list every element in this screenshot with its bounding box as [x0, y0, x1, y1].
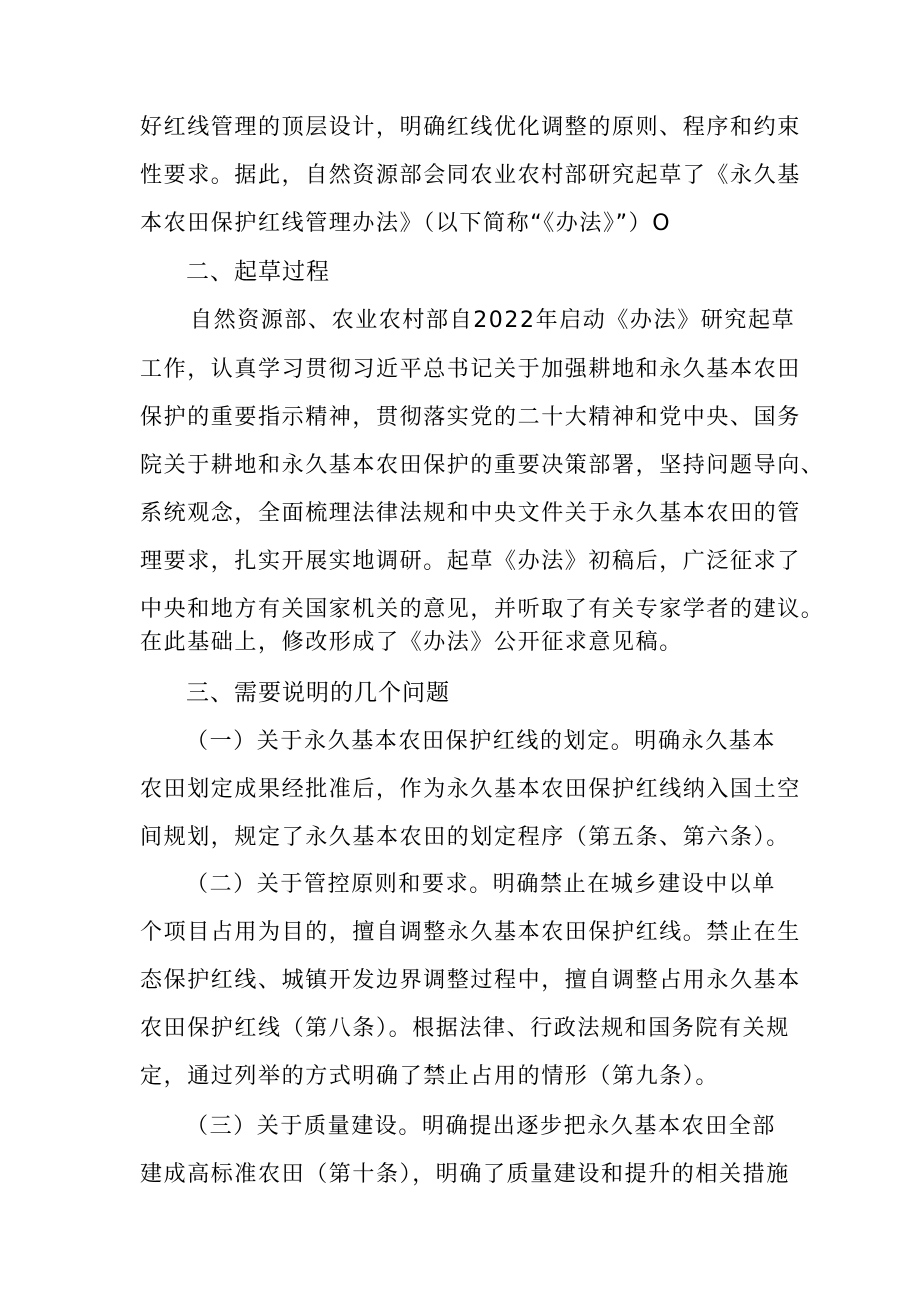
item1-line-2: 农田划定成果经批准后，作为永久基本农田保护红线纳入国土空	[140, 777, 801, 802]
section2-line-8: 在此基础上，修改形成了《办法》公开征求意见稿。	[140, 630, 683, 655]
section2-line-4: 院关于耕地和永久基本农田保护的重要决策部署，坚持问题导向、	[140, 453, 825, 478]
section2-line-3: 保护的重要指示精神，贯彻落实党的二十大精神和党中央、国务	[140, 405, 801, 430]
section-heading-drafting-process: 二、起草过程	[186, 259, 330, 285]
section-heading-explanations: 三、需要说明的几个问题	[186, 680, 450, 706]
section2-line-7: 中央和地方有关国家机关的意见，并听取了有关专家学者的建议。	[140, 597, 825, 622]
section2-line-6: 理要求，扎实开展实地调研。起草《办法》初稿后，广泛征求了	[140, 549, 801, 574]
item1-line-1: （一）关于永久基本农田保护红线的划定。明确永久基本	[186, 729, 777, 754]
item2-line-2: 个项目占用为目的，擅自调整永久基本农田保护红线。禁止在生	[140, 920, 801, 945]
item2-line-5: 定，通过列举的方式明确了禁止占用的情形（第九条）。	[140, 1064, 720, 1089]
section2-line-1: 自然资源部、农业农村部自2022年启动《办法》研究起草	[190, 308, 796, 333]
section2-line-2: 工作，认真学习贯彻习近平总书记关于加强耕地和永久基本农田	[140, 357, 801, 382]
item2-line-1: （二）关于管控原则和要求。明确禁止在城乡建设中以单	[186, 872, 777, 897]
intro-line-3: 本农田保护红线管理办法》（以下简称“《办法》”）O	[140, 211, 672, 236]
item2-line-3: 态保护红线、城镇开发边界调整过程中，擅自调整占用永久基本	[140, 968, 801, 993]
intro-line-2: 性要求。据此，自然资源部会同农业农村部研究起草了《永久基	[140, 163, 801, 188]
item1-line-3: 间规划，规定了永久基本农田的划定程序（第五条、第六条）。	[140, 825, 790, 850]
section2-line-5: 系统观念，全面梳理法律法规和中央文件关于永久基本农田的管	[140, 501, 801, 526]
item3-line-2: 建成高标准农田（第十条），明确了质量建设和提升的相关措施	[140, 1162, 790, 1187]
item3-line-1: （三）关于质量建设。明确提出逐步把永久基本农田全部	[186, 1114, 777, 1139]
item2-line-4: 农田保护红线（第八条）。根据法律、行政法规和国务院有关规	[140, 1016, 790, 1041]
intro-line-1: 好红线管理的顶层设计，明确红线优化调整的原则、程序和约束	[140, 115, 801, 140]
